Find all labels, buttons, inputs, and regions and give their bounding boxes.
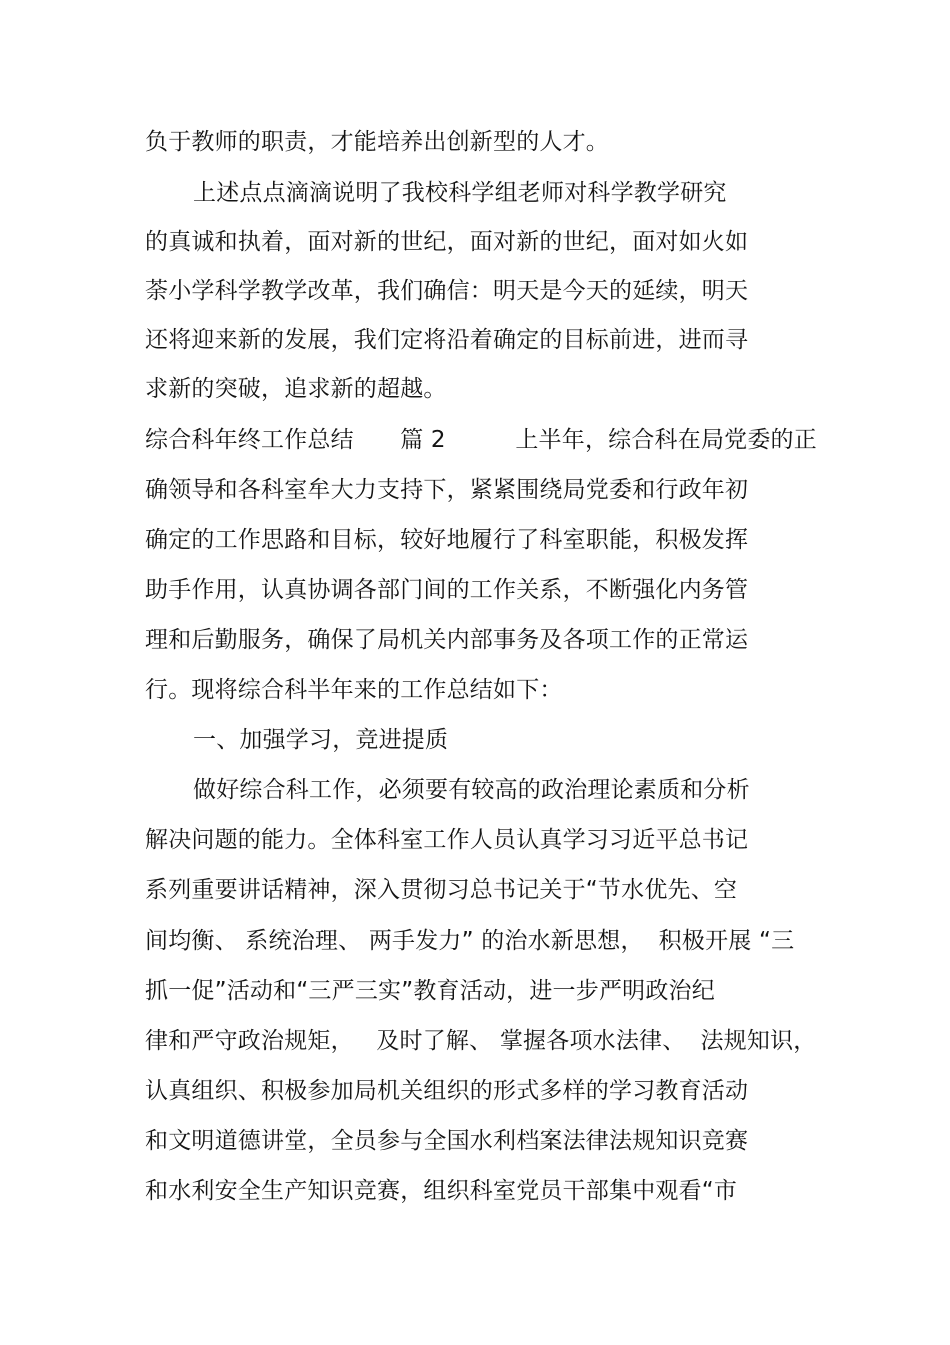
- text-line: 求新的突破，追求新的超越。: [145, 376, 447, 402]
- text-line: 荼小学科学教学改革，我们确信：明天是今天的延续，明天: [145, 278, 749, 304]
- text-line: 确定的工作思路和目标，较好地履行了科室职能，积极发挥: [145, 527, 749, 553]
- text-line: 抓一促”活动和“三严三实”教育活动，进一步严明政治纪: [145, 978, 715, 1004]
- text-line: 行。现将综合科半年来的工作总结如下：: [145, 677, 563, 703]
- text-line: 负于教师的职责，才能培养出创新型的人才。: [145, 129, 609, 155]
- text-line: 系列重要讲话精神，深入贯彻习总书记关于“节水优先、空: [145, 877, 738, 903]
- text-line: 解决问题的能力。全体科室工作人员认真学习习近平总书记: [145, 827, 749, 853]
- paragraph-start-line: 做好综合科工作，必须要有较高的政治理论素质和分析: [193, 777, 750, 803]
- text-line: 的真诚和执着，面对新的世纪，面对新的世纪，面对如火如: [145, 229, 749, 255]
- text-line: 律和严守政治规矩， 及时了解、 掌握各项水法律、 法规知识，: [145, 1028, 817, 1054]
- text-line: 认真组织、积极参加局机关组织的形式多样的学习教育活动: [145, 1078, 749, 1104]
- text-line: 间均衡、 系统治理、 两手发力” 的治水新思想， 积极开展 “三: [145, 928, 795, 954]
- text-line: 和水利安全生产知识竞赛，组织科室党员干部集中观看“市: [145, 1178, 738, 1204]
- paragraph-start-line: 上述点点滴滴说明了我校科学组老师对科学教学研究: [193, 180, 727, 206]
- section-heading-line: 综合科年终工作总结 篇 2 上半年，综合科在局党委的正: [145, 427, 817, 453]
- text-line: 确领导和各科室牟大力支持下，紧紧围绕局党委和行政年初: [145, 477, 749, 503]
- text-line: 和文明道德讲堂，全员参与全国水利档案法律法规知识竞赛: [145, 1128, 749, 1154]
- text-line: 还将迎来新的发展，我们定将沿着确定的目标前进，进而寻: [145, 327, 749, 353]
- text-line: 助手作用，认真协调各部门间的工作关系，不断强化内务管: [145, 577, 749, 603]
- subheading-line: 一、加强学习，竞进提质: [193, 727, 449, 753]
- text-line: 理和后勤服务，确保了局机关内部事务及各项工作的正常运: [145, 627, 749, 653]
